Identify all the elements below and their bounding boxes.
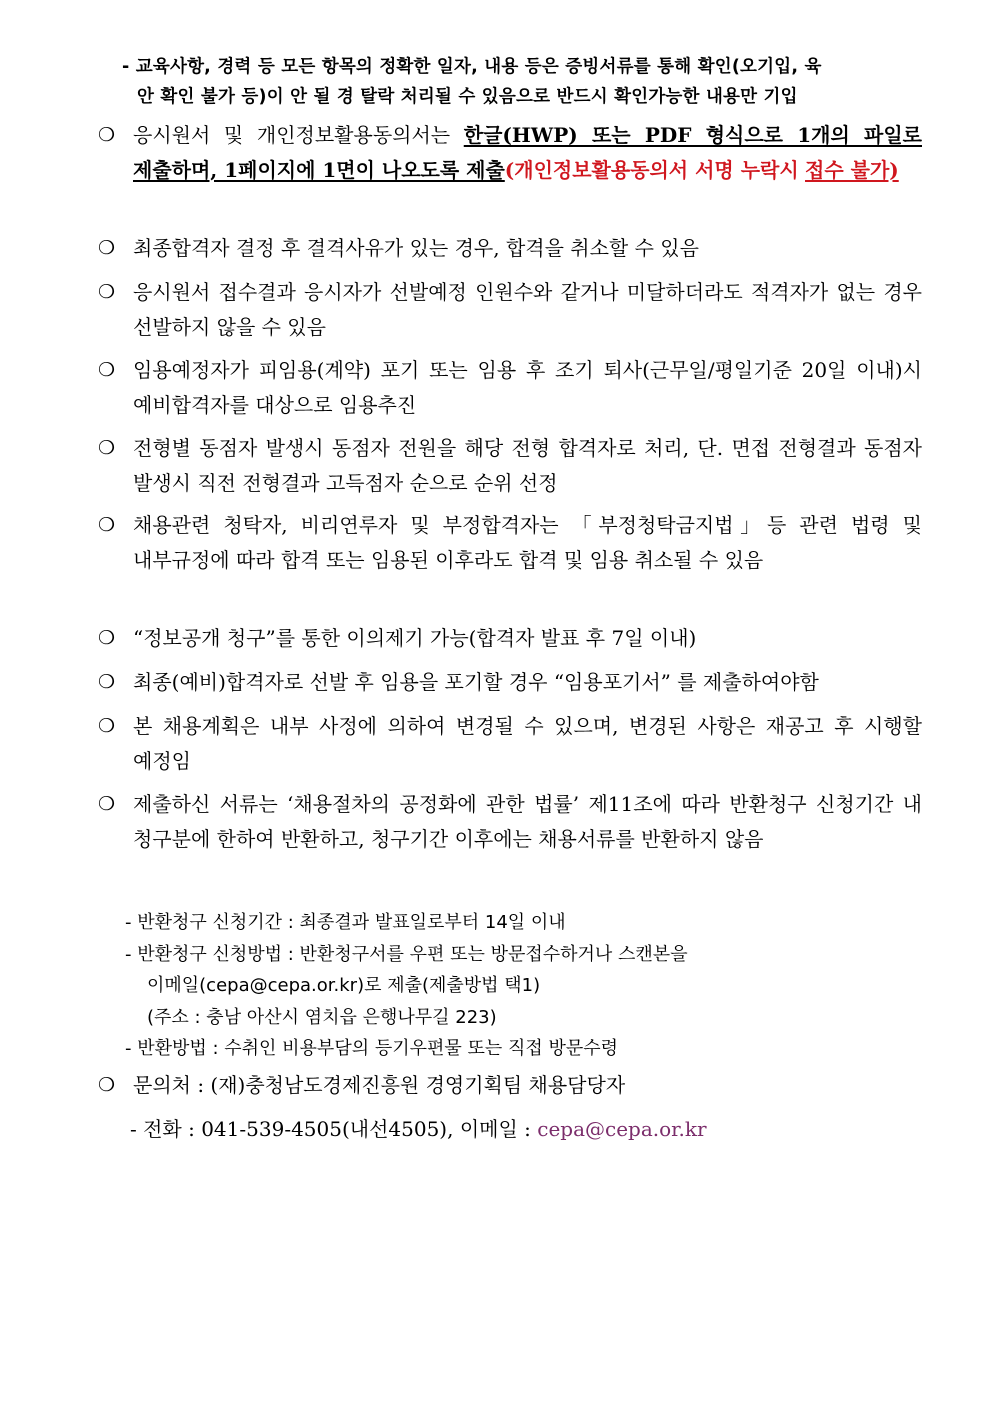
notice-item-text: 응시원서 접수결과 응시자가 선발예정 인원수와 같거나 미달하더라도 적격자가 없는 경우 선발하지 않을 수 있음	[133, 280, 922, 339]
notice-item-no-selection	[98, 275, 922, 344]
bullet-circle-icon: ❍	[98, 437, 116, 459]
contact-email-link[interactable]: cepa@cepa.or.kr	[537, 1117, 707, 1141]
bullet-circle-icon: ❍	[98, 671, 116, 693]
bullet-circle-icon: ❍	[98, 359, 116, 381]
bullet-circle-icon: ❍	[98, 715, 116, 737]
return-method: - 반환청구 신청방법 : 반환청구서를 우편 또는 방문접수하거나 스캔본을	[125, 943, 688, 965]
contact-details	[130, 1112, 707, 1146]
bullet-circle-icon: ❍	[98, 1074, 116, 1096]
notice-item-text: 본 채용계획은 내부 사정에 의하여 변경될 수 있으며, 변경된 사항은 재공고 후 시행할 예정임	[133, 714, 922, 773]
return-address: (주소 : 충남 아산시 염치읍 은행나무길 223)	[147, 1006, 497, 1028]
contact-phone: - 전화 : 041-539-4505(내선4505), 이메일 :	[130, 1117, 538, 1141]
notice-item-waive	[98, 665, 922, 700]
notice-item-disqualify	[98, 231, 922, 266]
verification-note-line1: - 교육사항, 경력 등 모든 항목의 정확한 일자, 내용 등은 증빙서류를 통해 확인(오기입, 육	[122, 57, 822, 77]
bullet-circle-icon: ❍	[98, 627, 116, 649]
verification-note-line2: 안 확인 불가 등)이 안 될 경 탈락 처리될 수 있음으로 반드시 확인가능한 내용만 기입	[137, 87, 798, 107]
notice-item-objection	[98, 621, 922, 656]
verification-note	[122, 52, 922, 112]
bullet-circle-icon: ❍	[98, 281, 116, 303]
notice-item-text: 최종합격자 결정 후 결격사유가 있는 경우, 합격을 취소할 수 있음	[133, 236, 699, 260]
notice-item-return	[98, 787, 922, 856]
submission-page-emphasis: 제출하며, 1페이지에 1면이 나오도록 제출	[133, 157, 505, 182]
bullet-circle-icon: ❍	[98, 793, 116, 815]
notice-item-text	[133, 118, 922, 187]
contact-label: 문의처 : (재)충청남도경제진흥원 경영기획팀 채용담당자	[133, 1073, 626, 1097]
return-details	[125, 907, 915, 1065]
notice-item-text: “정보공개 청구”를 통한 이의제기 가능(합격자 발표 후 7일 이내)	[133, 626, 697, 650]
signature-warning-rejection: 접수 불가)	[805, 157, 899, 182]
bullet-circle-icon: ❍	[98, 237, 116, 259]
bullet-circle-icon: ❍	[98, 514, 116, 536]
notice-item-text: 채용관련 청탁자, 비리연루자 및 부정합격자는 「부정청탁금지법」등 관련 법령 및 내부규정에 따라 합격 또는 임용된 이후라도 합격 및 임용 취소될 수 있음	[133, 513, 922, 572]
submission-lead-text: 응시원서 및 개인정보활용동의서는	[133, 123, 464, 147]
notice-item-change	[98, 709, 922, 778]
return-period: - 반환청구 신청기간 : 최종결과 발표일로부터 14일 이내	[125, 912, 566, 933]
notice-item-text: 임용예정자가 피임용(계약) 포기 또는 임용 후 조기 퇴사(근무일/평일기준 20일 이내)시 예비합격자를 대상으로 임용추진	[133, 358, 922, 417]
notice-item-reserve	[98, 353, 922, 422]
notice-item-text: 전형별 동점자 발생시 동점자 전원을 해당 전형 합격자로 처리, 단. 면접 전형결과 동점자 발생시 직전 전형결과 고득점자 순으로 순위 선정	[133, 436, 922, 495]
return-method-email: 이메일(cepa@cepa.or.kr)로 제출(제출방법 택1)	[147, 975, 541, 996]
notice-item-text: 최종(예비)합격자로 선발 후 임용을 포기할 경우 “임용포기서” 를 제출하여야함	[133, 670, 819, 694]
notice-item-contact	[98, 1068, 922, 1103]
notice-item-text: 제출하신 서류는 ‘채용절차의 공정화에 관한 법률’ 제11조에 따라 반환청구 신청기간 내 청구분에 한하여 반환하고, 청구기간 이후에는 채용서류를 반환하지 않음	[133, 792, 922, 851]
notice-item-tie	[98, 431, 922, 500]
notice-item-fraud	[98, 508, 922, 577]
notice-item-submission	[98, 118, 922, 187]
bullet-circle-icon: ❍	[98, 124, 116, 146]
submission-format-emphasis: 한글(HWP) 또는 PDF 형식으로 1개의 파일로	[463, 123, 922, 147]
return-delivery: - 반환방법 : 수취인 비용부담의 등기우편물 또는 직접 방문수령	[125, 1038, 619, 1059]
signature-warning: (개인정보활용동의서 서명 누락시	[504, 157, 799, 182]
